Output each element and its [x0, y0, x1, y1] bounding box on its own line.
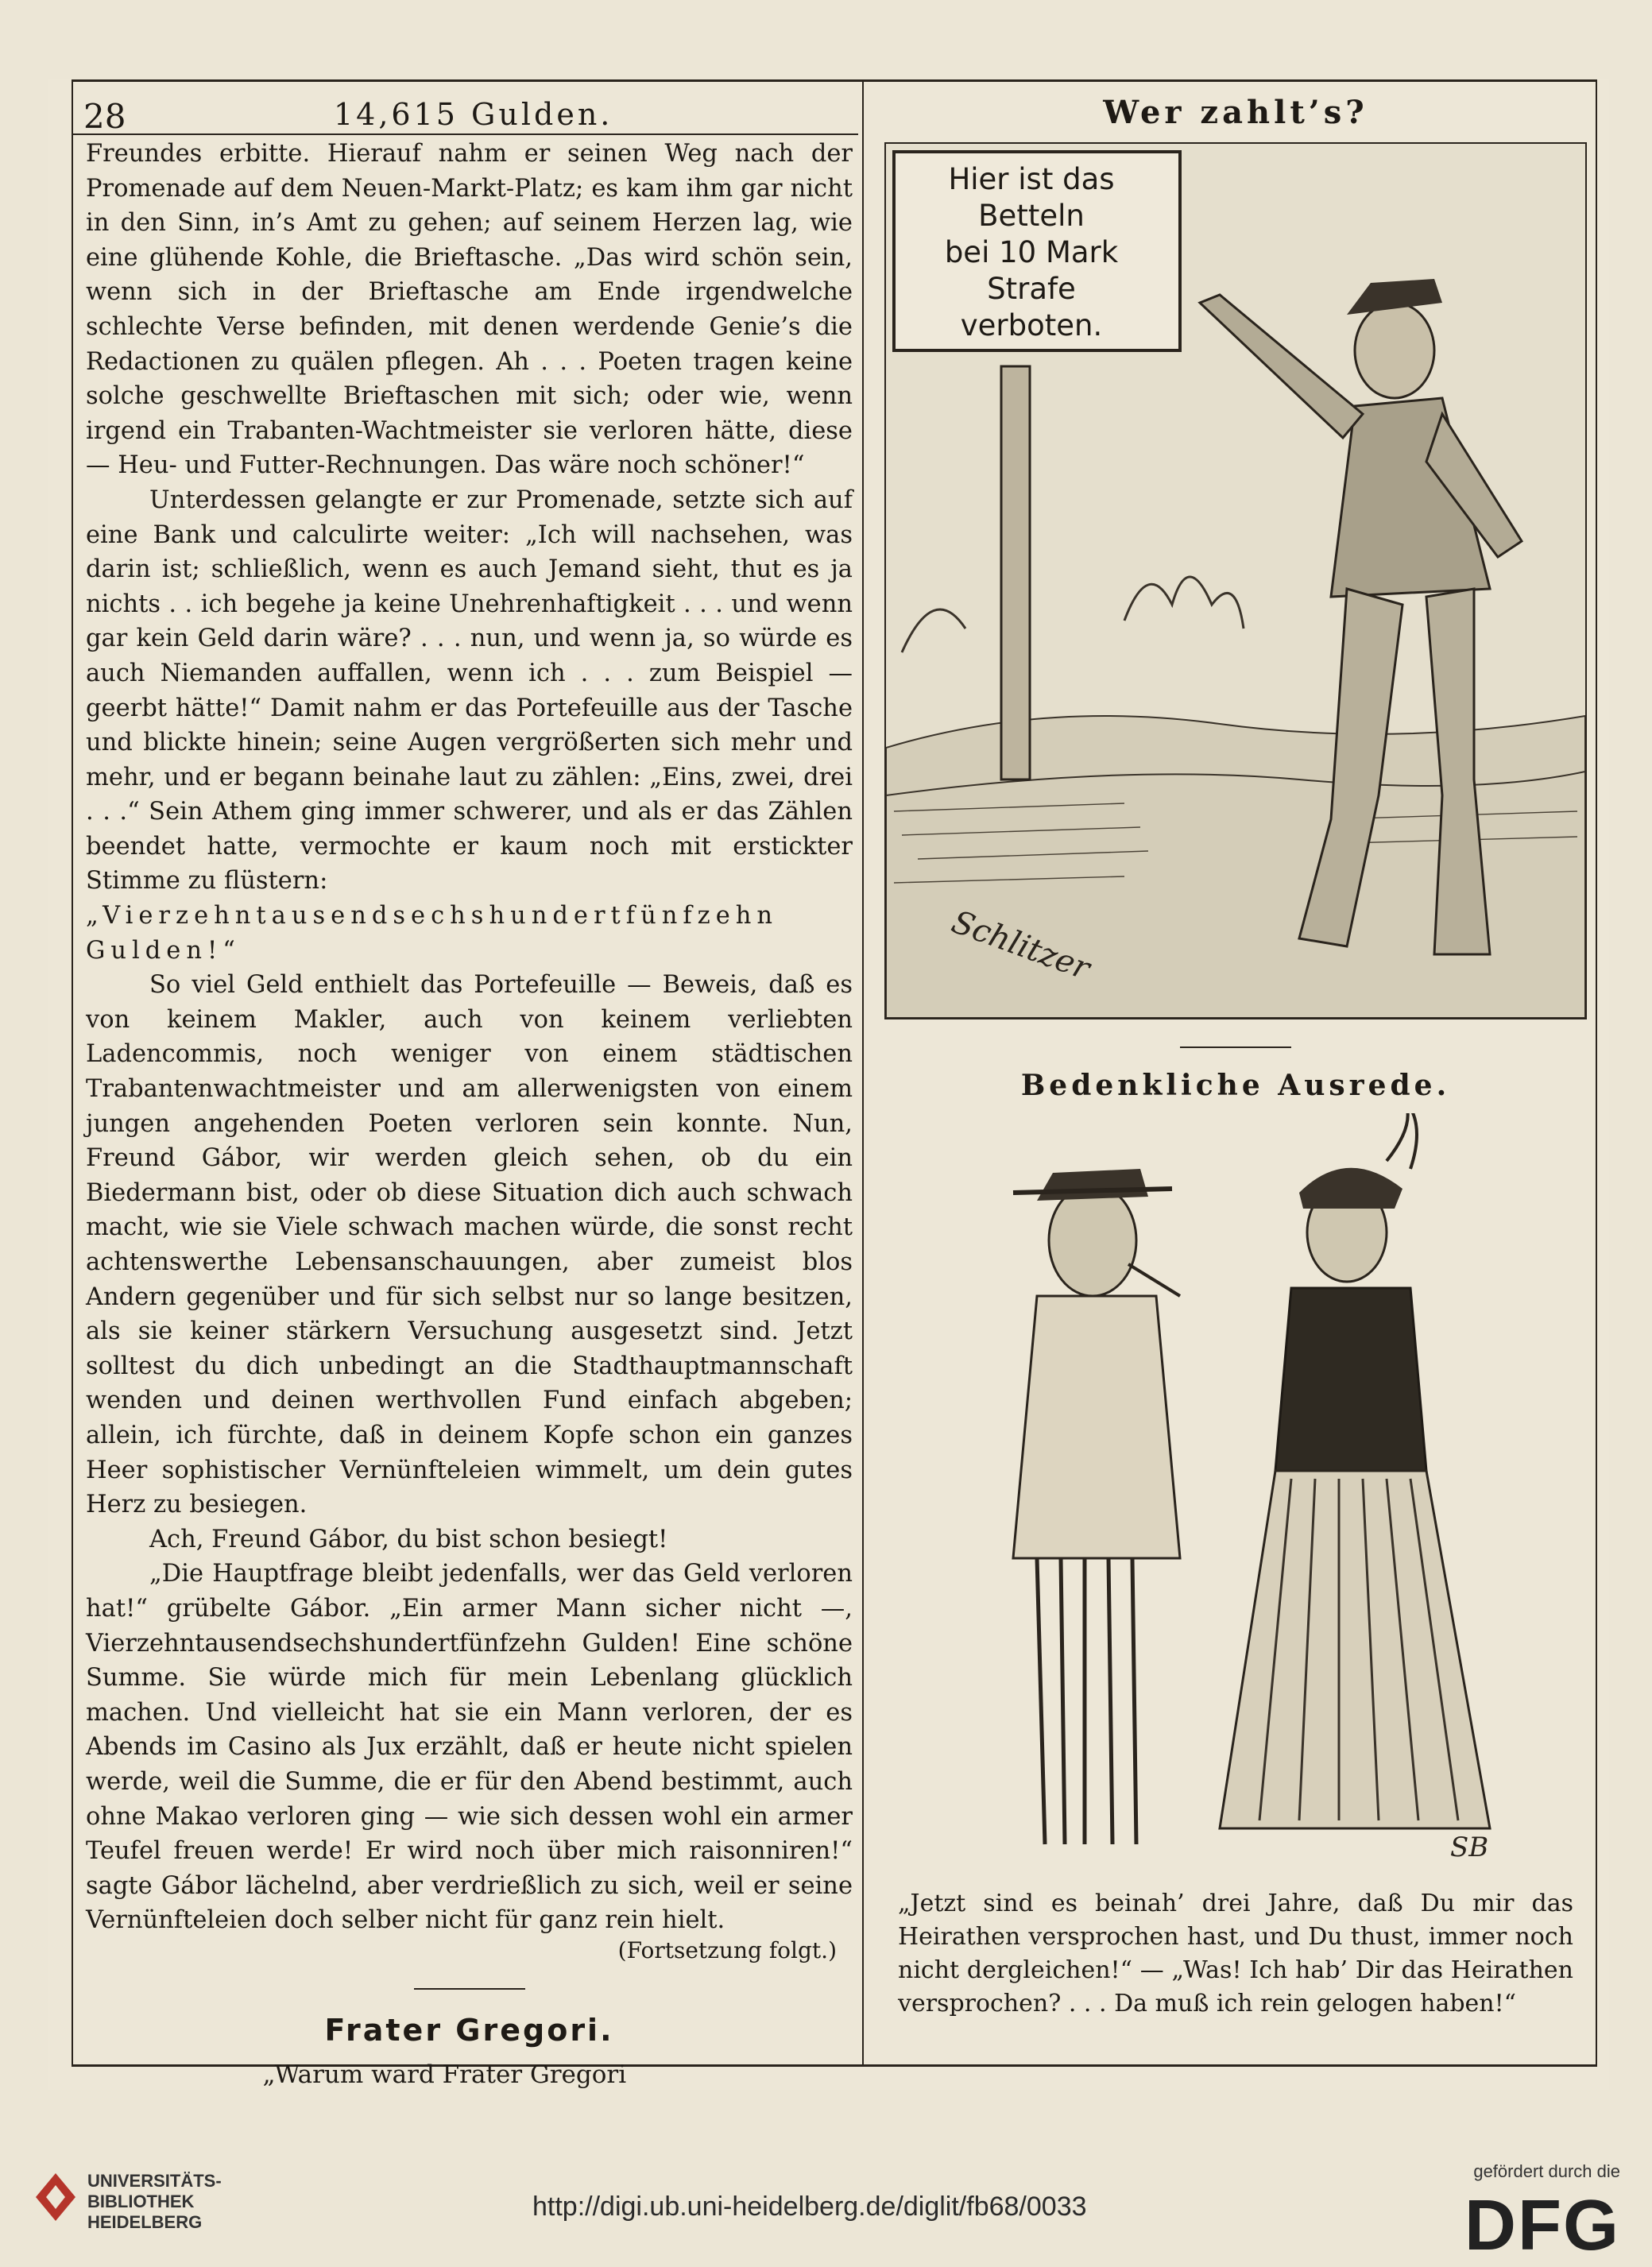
newspaper-page — [48, 79, 1609, 2090]
cartoon-divider — [1180, 1046, 1291, 1048]
funder-logo: DFG — [1464, 2186, 1620, 2265]
beggar-sign — [900, 161, 1163, 344]
library-name — [87, 2171, 222, 2233]
story-paragraph-5: Ach, Freund Gábor, du bist schon besiegt! — [149, 1525, 668, 1553]
couple-drawing — [918, 1113, 1553, 1876]
library-logo-icon — [32, 2169, 79, 2225]
library-name-line-3: HEIDELBERG — [87, 2212, 203, 2232]
story-paragraph-3: „Vierzehntausendsechshundertfünfzehn Gulden!“ — [86, 902, 779, 965]
header-rule — [72, 133, 858, 135]
running-title: 14,615 Gulden. — [334, 97, 613, 132]
cartoon-column — [874, 94, 1597, 2021]
sign-line-2: bei 10 Mark Strafe — [944, 235, 1119, 306]
library-name-line-2: BIBLIOTHEK — [87, 2192, 195, 2211]
cartoon1-signature: Schlitzer — [946, 903, 1095, 988]
sign-line-1: Hier ist das Betteln — [948, 162, 1115, 233]
left-frame-rule — [72, 79, 73, 2066]
cartoon2-signature: SB — [1450, 1832, 1489, 1863]
cartoon2-illustration — [918, 1113, 1553, 1876]
top-rule — [72, 79, 1597, 82]
continuation-note: (Fortsetzung folgt.) — [617, 1936, 837, 1963]
sign-line-3: verboten. — [960, 308, 1103, 342]
poem-title: Frater Gregori. — [324, 2013, 614, 2048]
poem-line-1: „Warum ward Frater Gregori — [262, 2060, 627, 2090]
library-name-line-1: UNIVERSITÄTS- — [87, 2171, 222, 2191]
story-paragraph-1: Freundes erbitte. Hierauf nahm er seinen Weg nach der Promenade auf dem Neuen-Markt-Platz; es kam ihm gar nicht in den Sinn, in’s Amt zu gehen; auf seinem Herzen lag, wie eine glühende Kohle, die Brieftasche. „Das wird schön sein, wenn sich in der Brieftasche am Ende irgendwelche schlechte Verse befinden, mit denen werdende Genie’s die Redactionen zu quälen pflegen. Ah . . . Poeten tragen keine solche geschwellte Brieftaschen mit sich; oder wie, wenn irgend ein Trabanten-Wachtmeister sie verloren hätte, diese — Heu- und Futter-Rechnungen. Das wäre noch schöner!“ — [86, 140, 853, 480]
story-paragraph-2: Unterdessen gelangte er zur Promenade, setzte sich auf eine Bank und calculirte weiter: „Ich will nachsehen, was darin ist; schließlich, wenn es auch Jemand sieht, thut es ja nichts . . ich begehe ja keine Unehrenhaftigkeit . . . und wenn gar kein Geld darin wäre? . . . nun, und wenn ja, so würde es auch Niemanden auffallen, wenn ich . . . zum Beispiel — geerbt hätte!“ Damit nahm er das Portefeuille aus der Tasche und blickte hinein; seine Augen vergrößerten sich mehr und mehr, und er begann beinahe laut zu zählen: „Eins, zwei, drei . . .“ Sein Athem ging immer schwerer, und als er das Zählen beendet hatte, vermochte er kaum noch mit erstickter Stimme zu flüstern: — [86, 486, 853, 896]
story-paragraph-4: So viel Geld enthielt das Portefeuille — Beweis, daß es von keinem Makler, auch von keinem verliebten Ladencommis, noch weniger von einem städtischen Trabantenwachtmeister und am allerwenigsten von einem jungen angehenden Poeten verloren sein konnte. Nun, Freund Gábor, wir werden gleich sehen, ob du ein Biedermann bist, oder ob diese Situation dich auch schwach macht, wie sie Viele schwach machen würde, die sonst recht achtenswerthe Lebensanschauungen, aber zumeist blos Andern gegenüber und für sich selbst nur so lange besitzen, als sie keiner stärkern Versuchung ausgesetzt sind. Jetzt solltest du dich unbedingt an die Stadthauptmannschaft wenden und deinen werthvollen Fund einfach abgeben; allein, ich fürchte, daß in deinem Kopfe schon ein ganzes Heer sophistischer Vernünfteleien wimmelt, um dein gutes Herz zu besiegen. — [86, 971, 853, 1519]
cartoon2-caption: „Jetzt sind es beinah’ drei Jahre, daß Du mir das Heirathen versprochen hast, und Du thust, immer noch nicht dergleichen!“ — „Was! Ich hab’ Dir das Heirathen versprochen? . . . Da muß ich rein gelogen haben!“ — [898, 1890, 1573, 2017]
story-paragraph-6: „Die Hauptfrage bleibt jedenfalls, wer das Geld verloren hat!“ grübelte Gábor. „Ein armer Mann sicher nicht —, Vierzehntausendsechshundertfünfzehn Gulden! Eine schöne Summe. Sie würde mich für mein Lebenlang glücklich machen. Und vielleicht hat sie ein Mann verloren, der es Abends im Casino als Jux erzählt, daß er heute nicht spielen werde, weil die Summe, die er für den Abend bestimmt, auch ohne Makao verloren ging — wie sich dessen wohl ein armer Teufel freuen werde! Er wird noch über mich raisonniren!“ sagte Gábor lächelnd, aber verdrießlich zu sich, weil er seine Vernünfteleien doch selber nicht für ganz rein hielt. — [86, 1560, 853, 1935]
cartoon1-illustration — [884, 142, 1587, 1019]
digitization-footer — [0, 2098, 1652, 2266]
column-divider — [862, 79, 864, 2066]
section-divider — [414, 1988, 525, 1990]
source-url[interactable]: http://digi.ub.uni-heidelberg.de/diglit/fb68/0033 — [532, 2192, 1087, 2222]
page-number: 28 — [83, 97, 126, 136]
cartoon1-title: Wer zahlt’s? — [1103, 94, 1368, 131]
cartoon2-title: Bedenkliche Ausrede. — [1020, 1069, 1451, 1102]
funded-by-label: gefördert durch die — [1473, 2161, 1620, 2181]
story-column — [86, 137, 853, 2246]
